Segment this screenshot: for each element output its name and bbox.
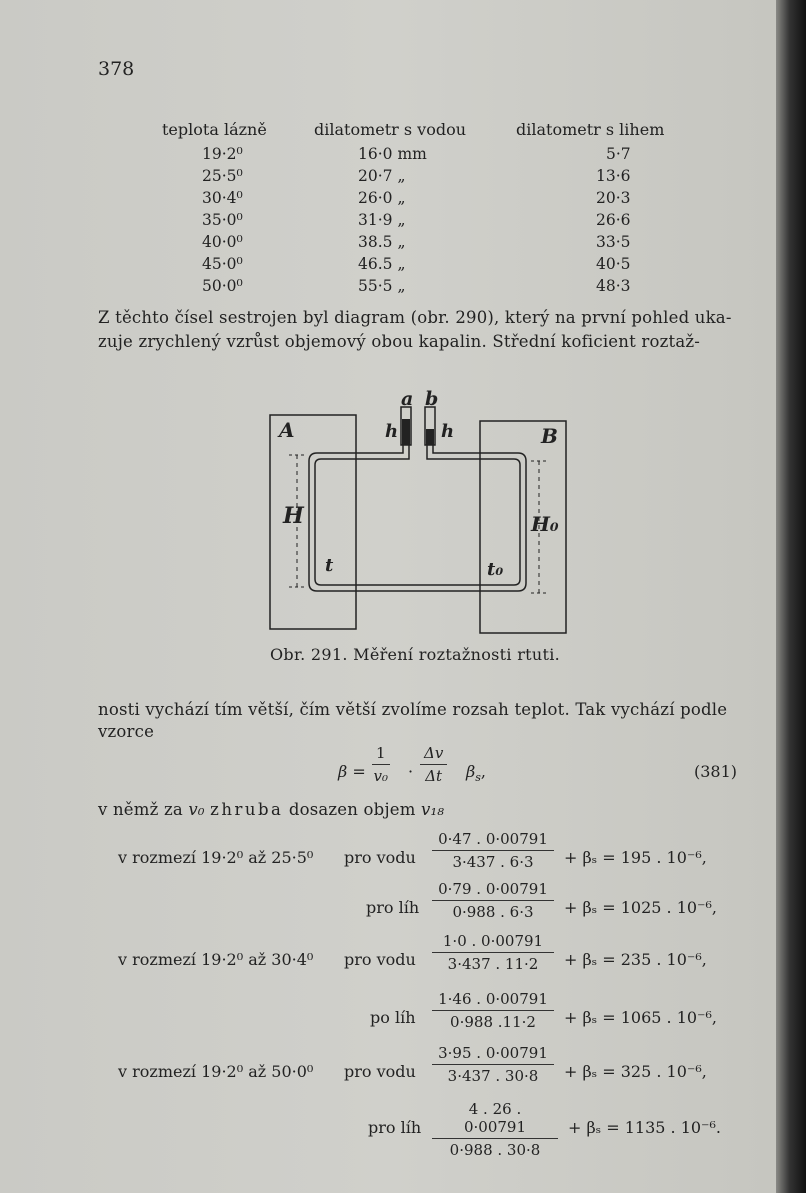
table-cell-alcohol: 5·7 [606, 145, 631, 163]
table-cell-water: 20·7 „ [358, 167, 406, 185]
result-fraction: $\frac{0\cdot 47 . 0\cdot 00791}{3\cdot 437 . 6\cdot 3}$ [432, 830, 554, 871]
table-cell-alcohol: 48·3 [596, 277, 631, 295]
table-cell-water: 16·0 mm [358, 145, 427, 163]
table-cell-temp: 19·2⁰ [202, 145, 243, 163]
formula-dot: · [408, 762, 414, 781]
table-cell-water: 38.5 „ [358, 233, 406, 251]
capillary-b-mercury [426, 429, 434, 445]
formula-lhs: β = [338, 762, 366, 781]
label-height-h: H [283, 503, 304, 529]
result-liquid: pro líh [368, 1118, 422, 1137]
table-cell-alcohol: 40·5 [596, 255, 631, 273]
result-fraction: $\frac{0\cdot 79 . 0\cdot 00791}{0\cdot 988 . 6\cdot 3}$ [432, 880, 554, 921]
label-h-right: h [441, 421, 455, 442]
result-liquid: po líh [370, 1008, 416, 1027]
label-temperature-t0: t₀ [487, 559, 504, 580]
result-range: v rozmezí 19·2⁰ až 30·4⁰ [118, 950, 314, 969]
figure-dilatometer-diagram [265, 385, 575, 635]
table-cell-temp: 25·5⁰ [202, 167, 243, 185]
formula-fraction-1: $\frac{1}{\text{v₀}}$ [373, 744, 389, 785]
table-cell-alcohol: 20·3 [596, 189, 631, 207]
table-header-temperature: teplota lázně [162, 120, 267, 139]
result-liquid: pro vodu [344, 1062, 416, 1081]
label-temperature-t: t [325, 555, 334, 576]
result-liquid: pro vodu [344, 848, 416, 867]
substitution-line: v němž za v₀ zhruba dosazen objem v₁₈ [98, 800, 445, 819]
table-cell-temp: 45·0⁰ [202, 255, 243, 273]
label-h-left: h [385, 421, 399, 442]
table-cell-water: 46.5 „ [358, 255, 406, 273]
result-liquid: pro vodu [344, 950, 416, 969]
result-range: v rozmezí 19·2⁰ až 25·5⁰ [118, 848, 314, 867]
paragraph-line: zuje zrychlený vzrůst objemový obou kapalin. Střední koficient roztaž- [98, 332, 701, 351]
label-a-vessel: A [279, 418, 295, 442]
table-header-water: dilatometr s vodou [314, 120, 467, 139]
formula-fraction-2: $\frac{\Delta v}{\Delta t}$ [420, 744, 447, 785]
result-liquid: pro líh [366, 898, 420, 917]
paragraph-line: nosti vychází tím větší, čím větší zvolíme rozsah teplot. Tak vychází podle [98, 700, 728, 719]
table-cell-temp: 35·0⁰ [202, 211, 243, 229]
label-height-h0: H₀ [531, 512, 559, 536]
result-value: + βₛ = 235 . 10⁻⁶, [564, 950, 707, 969]
figure-caption: Obr. 291. Měření roztažnosti rtuti. [270, 645, 561, 664]
result-value: + βₛ = 1065 . 10⁻⁶, [564, 1008, 717, 1027]
result-value: + βₛ = 195 . 10⁻⁶, [564, 848, 707, 867]
result-fraction: $\frac{4 . 26 . 0\cdot 00791}{0\cdot 988 . 30\cdot 8}$ [432, 1100, 558, 1159]
label-a-capillary: a [401, 388, 414, 410]
label-b-capillary: b [425, 388, 439, 410]
table-cell-water: 55·5 „ [358, 277, 406, 295]
table-cell-alcohol: 13·6 [596, 167, 631, 185]
result-fraction: $\frac{1\cdot 0 . 0\cdot 00791}{3\cdot 437 . 11\cdot 2}$ [432, 932, 554, 973]
capillary-a-mercury [402, 419, 410, 445]
result-value: + βₛ = 1025 . 10⁻⁶, [564, 898, 717, 917]
label-b-vessel: B [541, 424, 558, 448]
paragraph-line: vzorce [98, 722, 155, 741]
table-header-alcohol: dilatometr s lihem [516, 120, 665, 139]
formula-number: (381) [694, 762, 738, 781]
result-value: + βₛ = 1135 . 10⁻⁶. [568, 1118, 721, 1137]
table-cell-water: 26·0 „ [358, 189, 406, 207]
result-value: + βₛ = 325 . 10⁻⁶, [564, 1062, 707, 1081]
result-range: v rozmezí 19·2⁰ až 50·0⁰ [118, 1062, 314, 1081]
result-fraction: $\frac{1\cdot 46 . 0\cdot 00791}{0\cdot 988 .11\cdot 2}$ [432, 990, 554, 1031]
paragraph-line: Z těchto čísel sestrojen byl diagram (obr. 290), který na první pohled uka- [98, 308, 732, 327]
table-cell-alcohol: 33·5 [596, 233, 631, 251]
table-cell-temp: 40·0⁰ [202, 233, 243, 251]
formula-beta-s: $\beta_s$, [466, 762, 486, 785]
table-cell-water: 31·9 „ [358, 211, 406, 229]
result-fraction: $\frac{3\cdot 95 . 0\cdot 00791}{3\cdot 437 . 30\cdot 8}$ [432, 1044, 554, 1085]
book-binding-shadow [776, 0, 806, 1193]
table-cell-alcohol: 26·6 [596, 211, 631, 229]
page-number: 378 [98, 58, 135, 80]
table-cell-temp: 30·4⁰ [202, 189, 243, 207]
table-cell-temp: 50·0⁰ [202, 277, 243, 295]
